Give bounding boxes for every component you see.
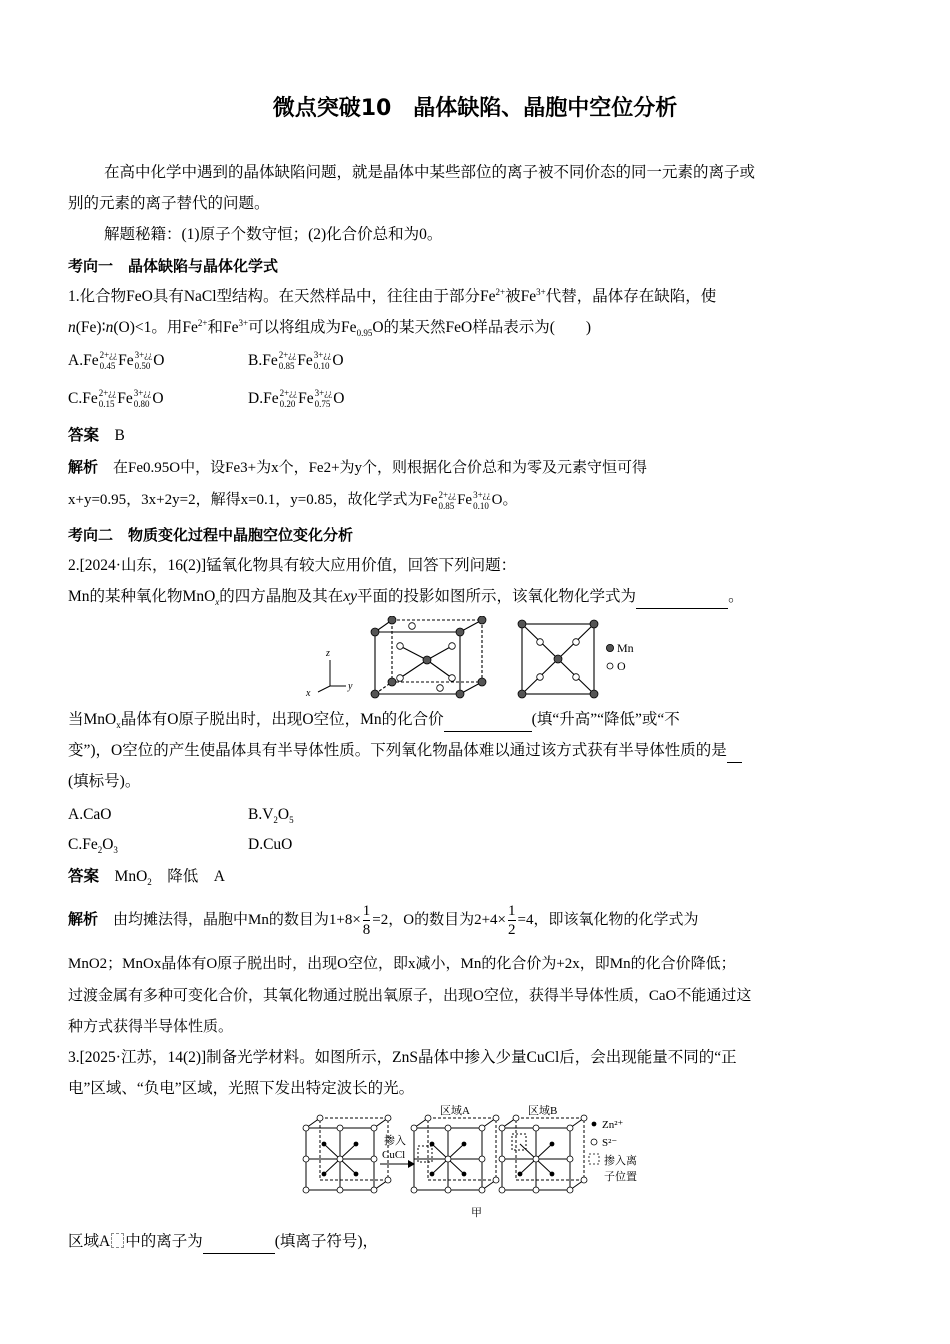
q2-analysis-line3: 过渡金属有多种可变化合价，其氧化物通过脱出氧原子，出现O空位，获得半导体性质，CaO不能通过这	[68, 988, 752, 1004]
legend-zn-label: Zn²⁺	[602, 1119, 624, 1131]
answer-blank[interactable]	[636, 586, 728, 609]
q1-analysis-line2: x+y=0.95，3x+2y=2，解得x=0.1，y=0.85，故化学式为Fe 2+¿¿ 0.85 Fe 3+¿¿ 0.10 O。	[68, 489, 518, 511]
page-title: 微点突破10 晶体缺陷、晶胞中空位分析	[272, 96, 678, 121]
region-a-label: 区域A	[440, 1105, 470, 1117]
answer-blank[interactable]	[203, 1231, 275, 1254]
q2-option-b[interactable]: $B.V_2O_5$	[248, 806, 294, 826]
axis-x-label: x	[306, 688, 311, 699]
q2-analysis-line4: 种方式获得半导体性质。	[68, 1019, 234, 1035]
axis-y-label: y	[348, 681, 353, 692]
dope-label-2: CuCl	[382, 1149, 406, 1161]
intro-paragraph-line1: 在高中化学中遇到的晶体缺陷问题，就是晶体中某些部位的离子被不同价态的同一元素的离子或	[104, 164, 756, 181]
q2-stem-line4: 变”)，O空位的产生使晶体具有半导体性质。下列氧化物晶体难以通过该方式获有半导体性质的是	[68, 740, 742, 763]
q2-stem-line5: (填标号)。	[68, 773, 141, 790]
zns-cucl-figure	[300, 1104, 650, 1222]
legend-mn-marker	[606, 644, 613, 651]
dope-box-icon	[111, 1233, 124, 1248]
q3-stem-line2: 电”区域、“负电”区域，光照下发出特定波长的光。	[68, 1080, 415, 1097]
answer-blank[interactable]	[727, 740, 742, 763]
section2-heading: 考向二 物质变化过程中晶胞空位变化分析	[68, 526, 354, 544]
fraction-one-half: $\frac{1}{2}$	[508, 903, 516, 939]
legend-s-label: S²⁻	[602, 1137, 618, 1149]
q1-stem-line2: n(Fe)∶n(O)<1。用$Fe^{2+}$和$Fe^{3+}$可以将组成为$Fe_{0.95}O$的某天然FeO样品表示为( )	[68, 317, 592, 339]
q1-option-b[interactable]: B.Fe 2+¿¿ 0.85 Fe 3+¿¿ 0.10 O	[248, 350, 344, 372]
legend-dope-label-1: 掺入离	[604, 1155, 637, 1167]
q2-stem-line3: 当MnO$_x$晶体有O原子脱出时，出现O空位，Mn的化合价 (填“升高”“降低”或“不	[68, 711, 680, 731]
q1-option-d[interactable]: D.Fe 2+¿¿ 0.20 Fe 3+¿¿ 0.75 O	[248, 388, 345, 410]
section1-heading: 考向一 晶体缺陷与晶体化学式	[68, 257, 279, 275]
fraction-one-eighth: $\frac{1}{8}$	[362, 903, 371, 939]
dope-label-1: 掺入	[384, 1135, 406, 1147]
legend-o-marker	[607, 663, 613, 669]
q2-answer: 答案 MnO$_2$ 降低 A	[68, 867, 225, 888]
q2-option-c[interactable]: $C.Fe_2O_3$	[68, 836, 118, 856]
legend-o-label: O	[617, 659, 626, 673]
axis-z-label: z	[326, 648, 330, 659]
legend-mn-label: Mn	[617, 641, 634, 655]
q2-option-a[interactable]: A.CaO	[68, 806, 112, 823]
legend-dope-label-2: 子位置	[604, 1171, 637, 1183]
legend-s-marker	[591, 1139, 597, 1145]
q2-analysis-line1: 解析 由均摊法得，晶胞中Mn的数目为1+8× $\frac{1}{8}$ =2，O的数目为2+4× $\frac{1}{2}$ =4，即该氧化物的化学式为	[68, 903, 699, 939]
q2-analysis-line2: MnO2；MnOx晶体有O原子脱出时，出现O空位，即x减小，Mn的化合价为+2x，即Mn的化合价降低；	[68, 956, 736, 972]
q2-option-d[interactable]: D.CuO	[248, 836, 293, 853]
figure-caption: 甲	[471, 1207, 482, 1219]
answer-blank[interactable]	[444, 709, 532, 732]
legend-dope-marker	[589, 1154, 599, 1164]
q3-stem-line3: 区域A 中的离子为 (填离子符号)，	[68, 1231, 378, 1254]
axis-indicator	[318, 660, 346, 692]
region-b-label: 区域B	[528, 1105, 558, 1117]
mn-atoms	[371, 616, 486, 698]
q1-answer: 答案 B	[68, 426, 125, 444]
q1-stem-line1: 1.化合物FeO具有NaCl型结构。在天然样品中，往往由于部分$Fe^{2+}$被$Fe^{3+}$代替，晶体存在缺陷，使	[68, 286, 717, 305]
q1-option-c[interactable]: C.Fe 2+¿¿ 0.15 Fe 3+¿¿ 0.80 O	[68, 388, 164, 410]
mnox-crystal-figure	[300, 616, 660, 702]
legend-zn-marker	[592, 1122, 597, 1127]
intro-paragraph-line2: 别的元素的离子替代的问题。	[68, 195, 270, 212]
q1-option-a[interactable]: A.Fe 2+¿¿ 0.45 Fe 3+¿¿ 0.50 O	[68, 350, 165, 372]
q1-analysis-line1: 解析 在Fe0.95O中，设Fe3+为x个，Fe2+为y个，则根据化合价总和为零及元素守恒可得	[68, 458, 648, 476]
q2-stem-line1: 2.[2024·山东，16(2)]锰氧化物具有较大应用价值，回答下列问题：	[68, 557, 517, 574]
solving-tips: 解题秘籍：(1)原子个数守恒；(2)化合价总和为0。	[104, 226, 443, 243]
q2-stem-line2: Mn的某种氧化物MnO$_x$的四方晶胞及其在xy平面的投影如图所示，该氧化物化学式为 。	[68, 588, 744, 608]
q3-stem-line1: 3.[2025·江苏，14(2)]制备光学材料。如图所示，ZnS晶体中掺入少量CuCl后，会出现能量不同的“正	[68, 1049, 737, 1066]
